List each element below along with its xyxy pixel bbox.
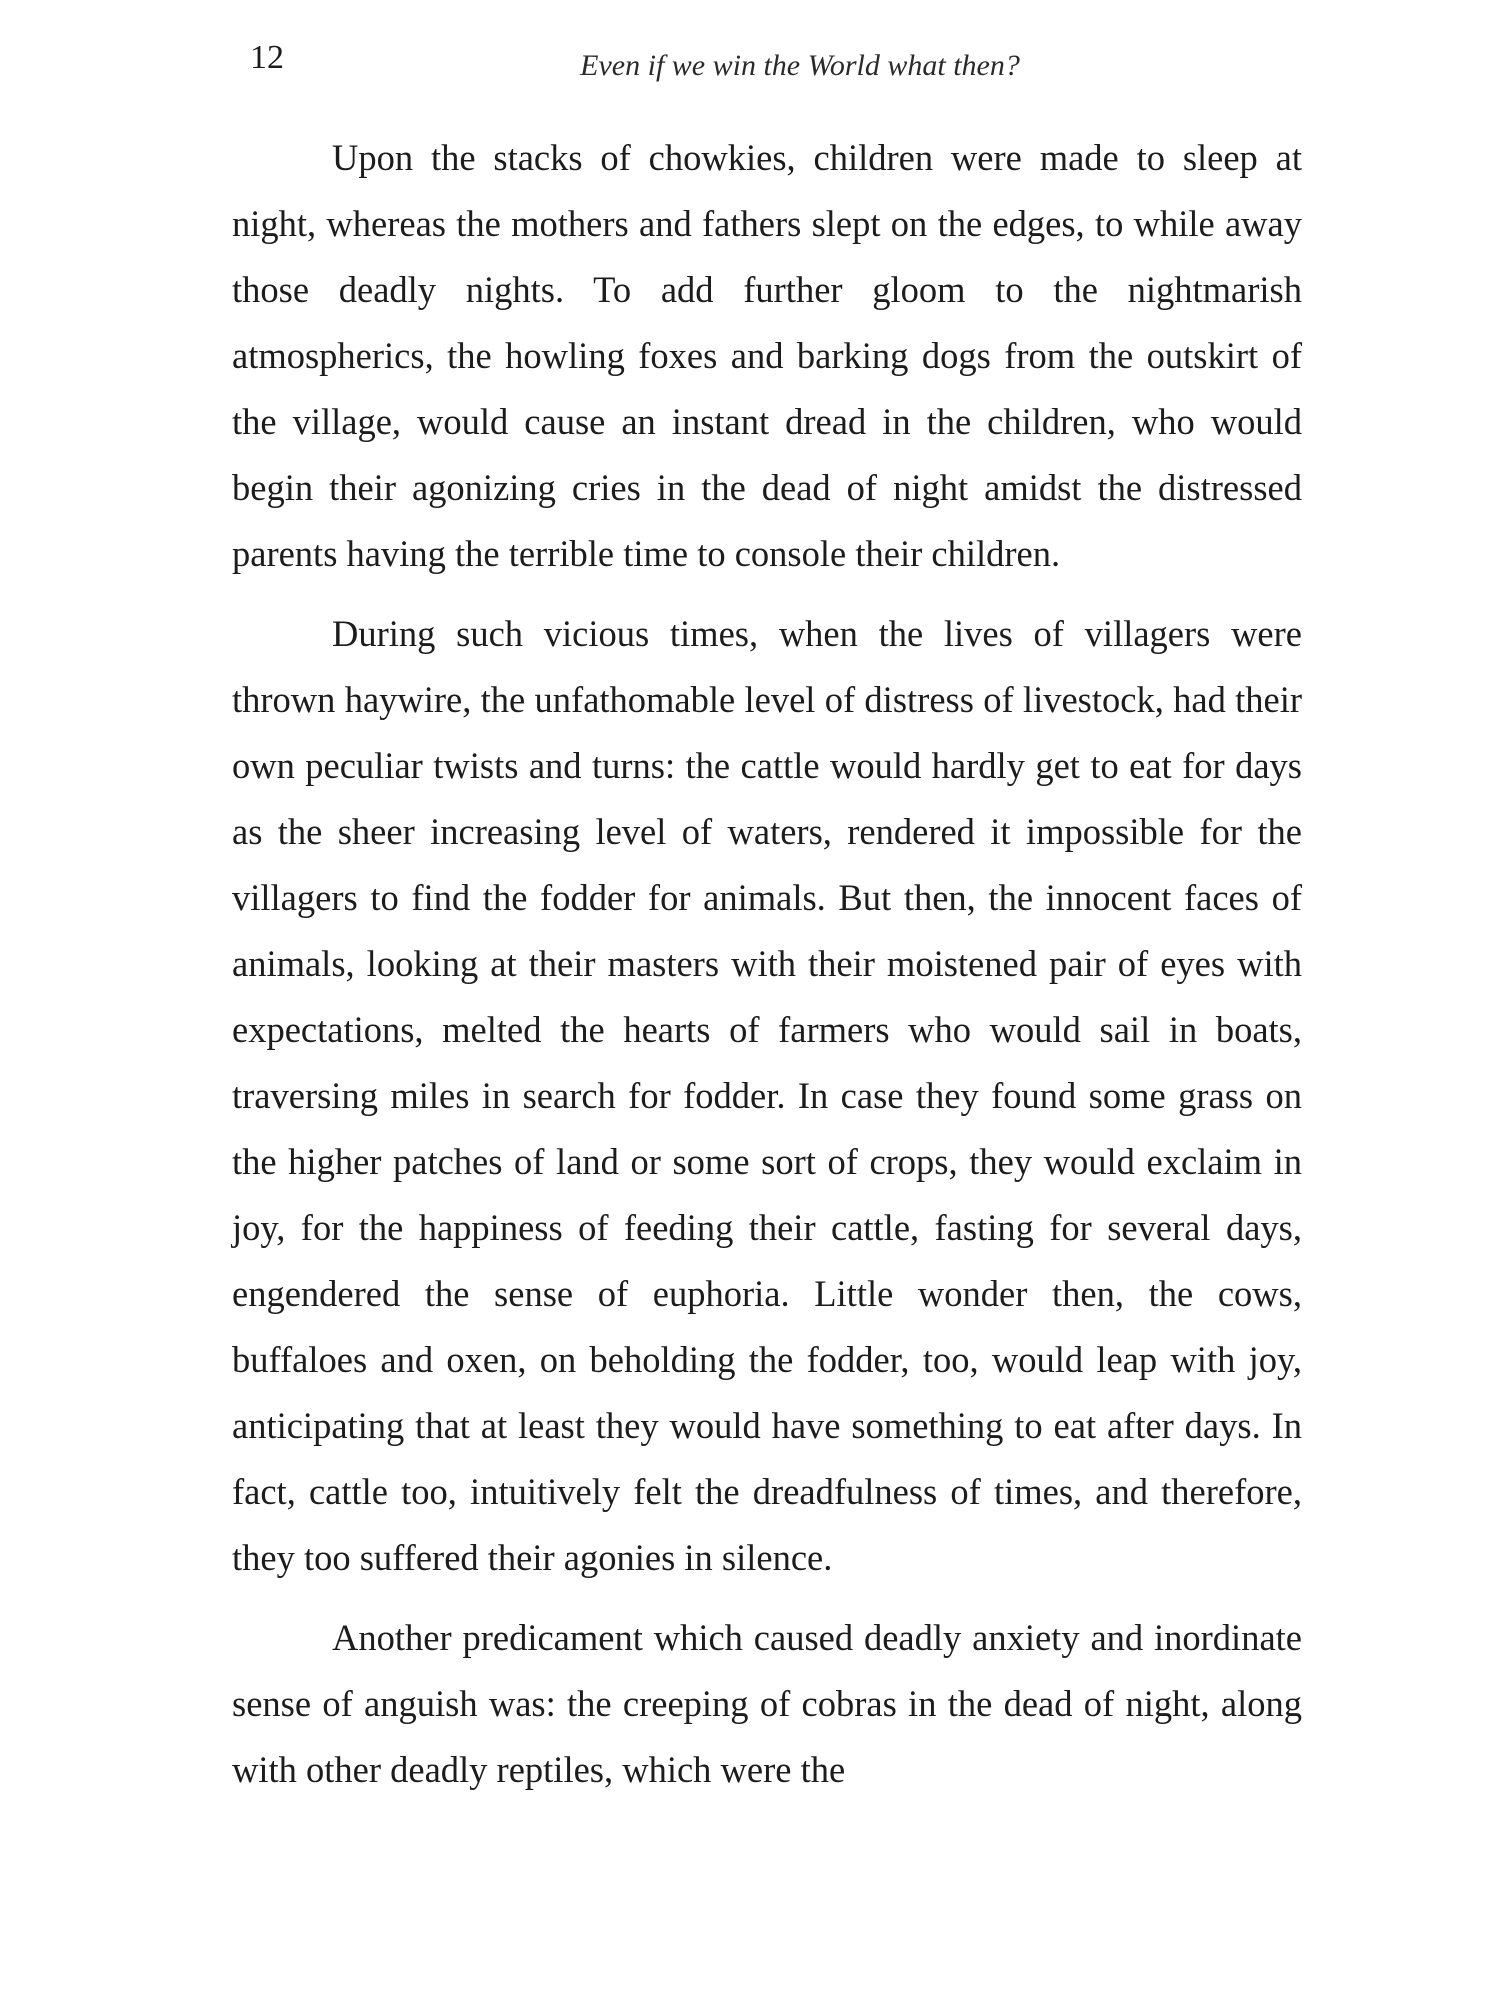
page-number: 12 (250, 39, 284, 76)
running-header: Even if we win the World what then? (580, 49, 1020, 82)
paragraph: Upon the stacks of chowkies, children were made to sleep at night, whereas the mothers and fathers slept on the edges, to while away those deadly nights. To add further gloom to the nightmarish atmospherics, the howling foxes and barking dogs from the outskirt of the village, would cause an instant dread in the children, who would begin their agonizing cries in the dead of night amidst the distressed parents having the terrible time to console their children. (232, 137, 1302, 574)
paragraph: During such vicious times, when the lives of villagers were thrown haywire, the unfathomable level of distress of livestock, had their own peculiar twists and turns: the cattle would hardly get to eat for days as the sheer increasing level of waters, rendered it impossible for the villagers to find the fodder for animals. But then, the innocent faces of animals, looking at their masters with their moistened pair of eyes with expectations, melted the hearts of farmers who would sail in boats, traversing miles in search for fodder. In case they found some grass on the higher patches of land or some sort of crops, they would exclaim in joy, for the happiness of feeding their cattle, fasting for several days, engendered the sense of euphoria. Little wonder then, the cows, buffaloes and oxen, on beholding the fodder, too, would leap with joy, anticipating that at least they would have something to eat after days. In fact, cattle too, intuitively felt the dreadfulness of times, and therefore, they too suffered their agonies in silence. (232, 613, 1302, 1578)
paragraph: Another predicament which caused deadly anxiety and inordinate sense of anguish was: the creeping of cobras in the dead of night, along with other deadly reptiles, which were the (232, 1617, 1302, 1790)
body-text (232, 125, 1302, 1817)
